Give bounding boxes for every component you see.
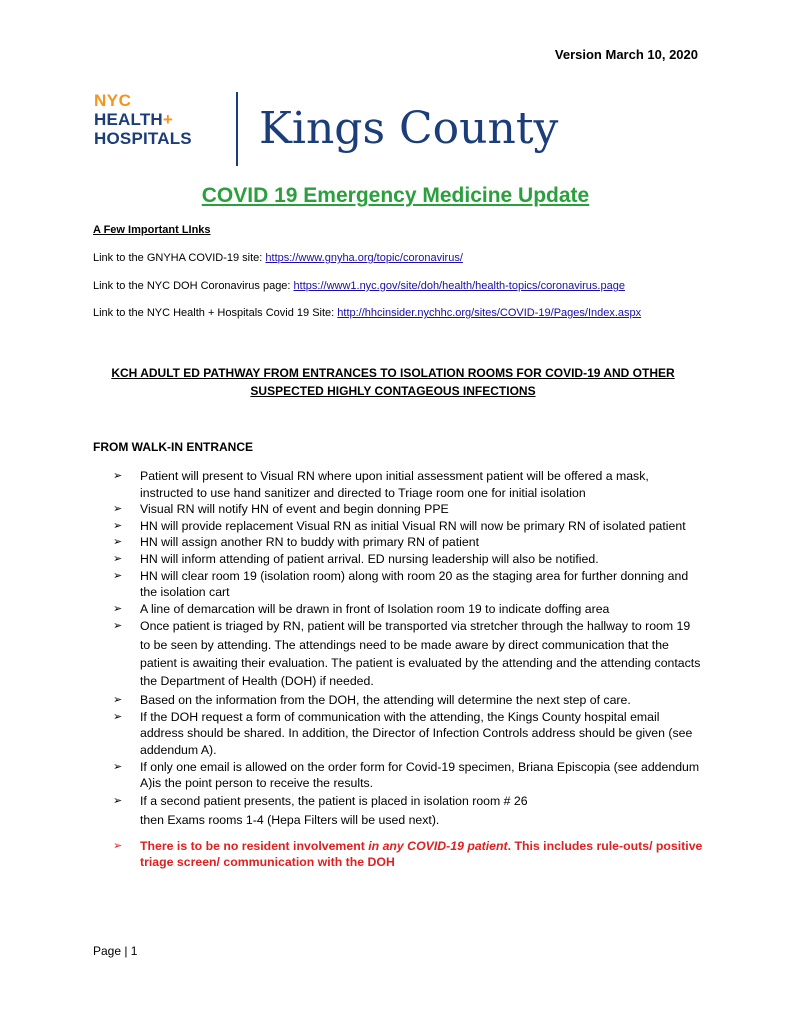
list-item	[113, 468, 703, 501]
pathway-heading-line2: SUSPECTED HIGHLY CONTAGEOUS INFECTIONS	[250, 384, 536, 398]
bullet-text-continuation: then Exams rooms 1-4 (Hepa Filters will be used next).	[140, 812, 440, 827]
link-row-nyc-doh	[93, 280, 625, 292]
hhc-covid-link[interactable]: http://hhcinsider.nychhc.org/sites/COVID-19/Pages/Index.aspx	[337, 307, 642, 319]
arrow-bullet-icon: ➢	[113, 519, 123, 532]
list-item	[113, 518, 703, 535]
arrow-bullet-icon: ➢	[113, 620, 123, 633]
alert-text-end: . This includes rule-outs/ positive triage screen/ communication with the DOH	[140, 838, 703, 870]
bullet-text: If a second patient presents, the patient is placed in isolation room # 26	[140, 793, 528, 808]
logo-health-hospitals	[94, 110, 192, 148]
logo-hospitals-text: HOSPITALS	[94, 129, 192, 148]
nyc-doh-link[interactable]: https://www1.nyc.gov/site/doh/health/health-topics/coronavirus.page	[293, 280, 625, 292]
section-heading: FROM WALK-IN ENTRANCE	[93, 440, 253, 454]
list-item	[113, 551, 703, 568]
hospital-logo	[94, 92, 594, 170]
links-heading: A Few Important LInks	[93, 224, 211, 236]
link-label: Link to the GNYHA COVID-19 site:	[93, 252, 266, 264]
list-item	[113, 692, 703, 709]
pathway-bullet-list	[113, 468, 703, 871]
bullet-text: Once patient is triaged by RN, patient will be transported via stretcher through the hallway to room 19 to be seen by attending. The attendings need to be made aware by direct communication that the patient is awaiting their evaluation. The patient is evaluated by the attending and the attending contacts the Department of Health (DOH) if needed.	[140, 619, 701, 688]
list-item	[113, 759, 703, 792]
resident-involvement-alert	[113, 838, 703, 871]
alert-text-start: There is to be no resident involvement	[140, 838, 369, 853]
bullet-text: If only one email is allowed on the order form for Covid-19 specimen, Briana Episcopia (see addendum A)is the point person to receive the results.	[140, 759, 700, 791]
link-label: Link to the NYC Health + Hospitals Covid 19 Site:	[93, 307, 338, 319]
list-item	[113, 617, 703, 690]
arrow-bullet-icon: ➢	[113, 710, 123, 723]
pathway-heading-line1: KCH ADULT ED PATHWAY FROM ENTRANCES TO ISOLATION ROOMS FOR COVID-19 AND OTHER	[111, 366, 675, 380]
bullet-text: HN will assign another RN to buddy with primary RN of patient	[140, 535, 479, 550]
bullet-text: If the DOH request a form of communication with the attending, the Kings County hospital email address should be shared. In addition, the Director of Infection Controls address should be given (see addendum A).	[140, 709, 693, 757]
arrow-bullet-icon: ➢	[113, 760, 123, 773]
alert-text-emphasis: in any COVID-19 patient	[368, 838, 508, 853]
bullet-text: Based on the information from the DOH, the attending will determine the next step of care.	[140, 693, 631, 708]
link-row-hhc	[93, 307, 641, 319]
logo-health-text: HEALTH	[94, 110, 163, 129]
arrow-bullet-icon: ➢	[113, 839, 123, 852]
arrow-bullet-icon: ➢	[113, 536, 123, 549]
bullet-text: HN will provide replacement Visual RN as initial Visual RN will now be primary RN of isolated patient	[140, 518, 686, 533]
list-item	[113, 568, 703, 601]
arrow-bullet-icon: ➢	[113, 470, 123, 482]
bullet-text: HN will clear room 19 (isolation room) along with room 20 as the staging area for further donning and the isolation cart	[140, 568, 689, 600]
version-date: Version March 10, 2020	[554, 47, 698, 62]
list-item	[113, 792, 703, 830]
arrow-bullet-icon: ➢	[113, 552, 123, 565]
logo-facility-name: Kings County	[259, 103, 559, 154]
logo-divider	[236, 92, 238, 166]
bullet-text: Visual RN will notify HN of event and begin donning PPE	[140, 502, 449, 517]
page-number: Page | 1	[93, 944, 138, 958]
link-row-gnyha	[93, 252, 463, 264]
arrow-bullet-icon: ➢	[113, 503, 123, 516]
arrow-bullet-icon: ➢	[113, 569, 123, 582]
gnyha-link[interactable]: https://www.gnyha.org/topic/coronavirus/	[265, 252, 463, 264]
list-item	[113, 601, 703, 618]
link-label: Link to the NYC DOH Coronavirus page:	[93, 280, 294, 292]
list-item	[113, 501, 703, 518]
arrow-bullet-icon: ➢	[113, 602, 123, 615]
bullet-text: Patient will present to Visual RN where upon initial assessment patient will be offered a mask, instructed to use hand sanitizer and directed to Triage room one for initial isolation	[140, 469, 649, 500]
logo-nyc-text: NYC	[94, 91, 132, 110]
arrow-bullet-icon: ➢	[113, 694, 123, 707]
arrow-bullet-icon: ➢	[113, 794, 123, 807]
logo-plus-icon: +	[162, 110, 174, 129]
bullet-text: HN will inform attending of patient arrival. ED nursing leadership will also be notified.	[140, 551, 599, 566]
page-title: COVID 19 Emergency Medicine Update	[201, 184, 590, 207]
pathway-heading	[93, 364, 693, 400]
list-item	[113, 534, 703, 551]
list-item	[113, 709, 703, 759]
bullet-text: A line of demarcation will be drawn in front of Isolation room 19 to indicate doffing area	[140, 601, 610, 616]
